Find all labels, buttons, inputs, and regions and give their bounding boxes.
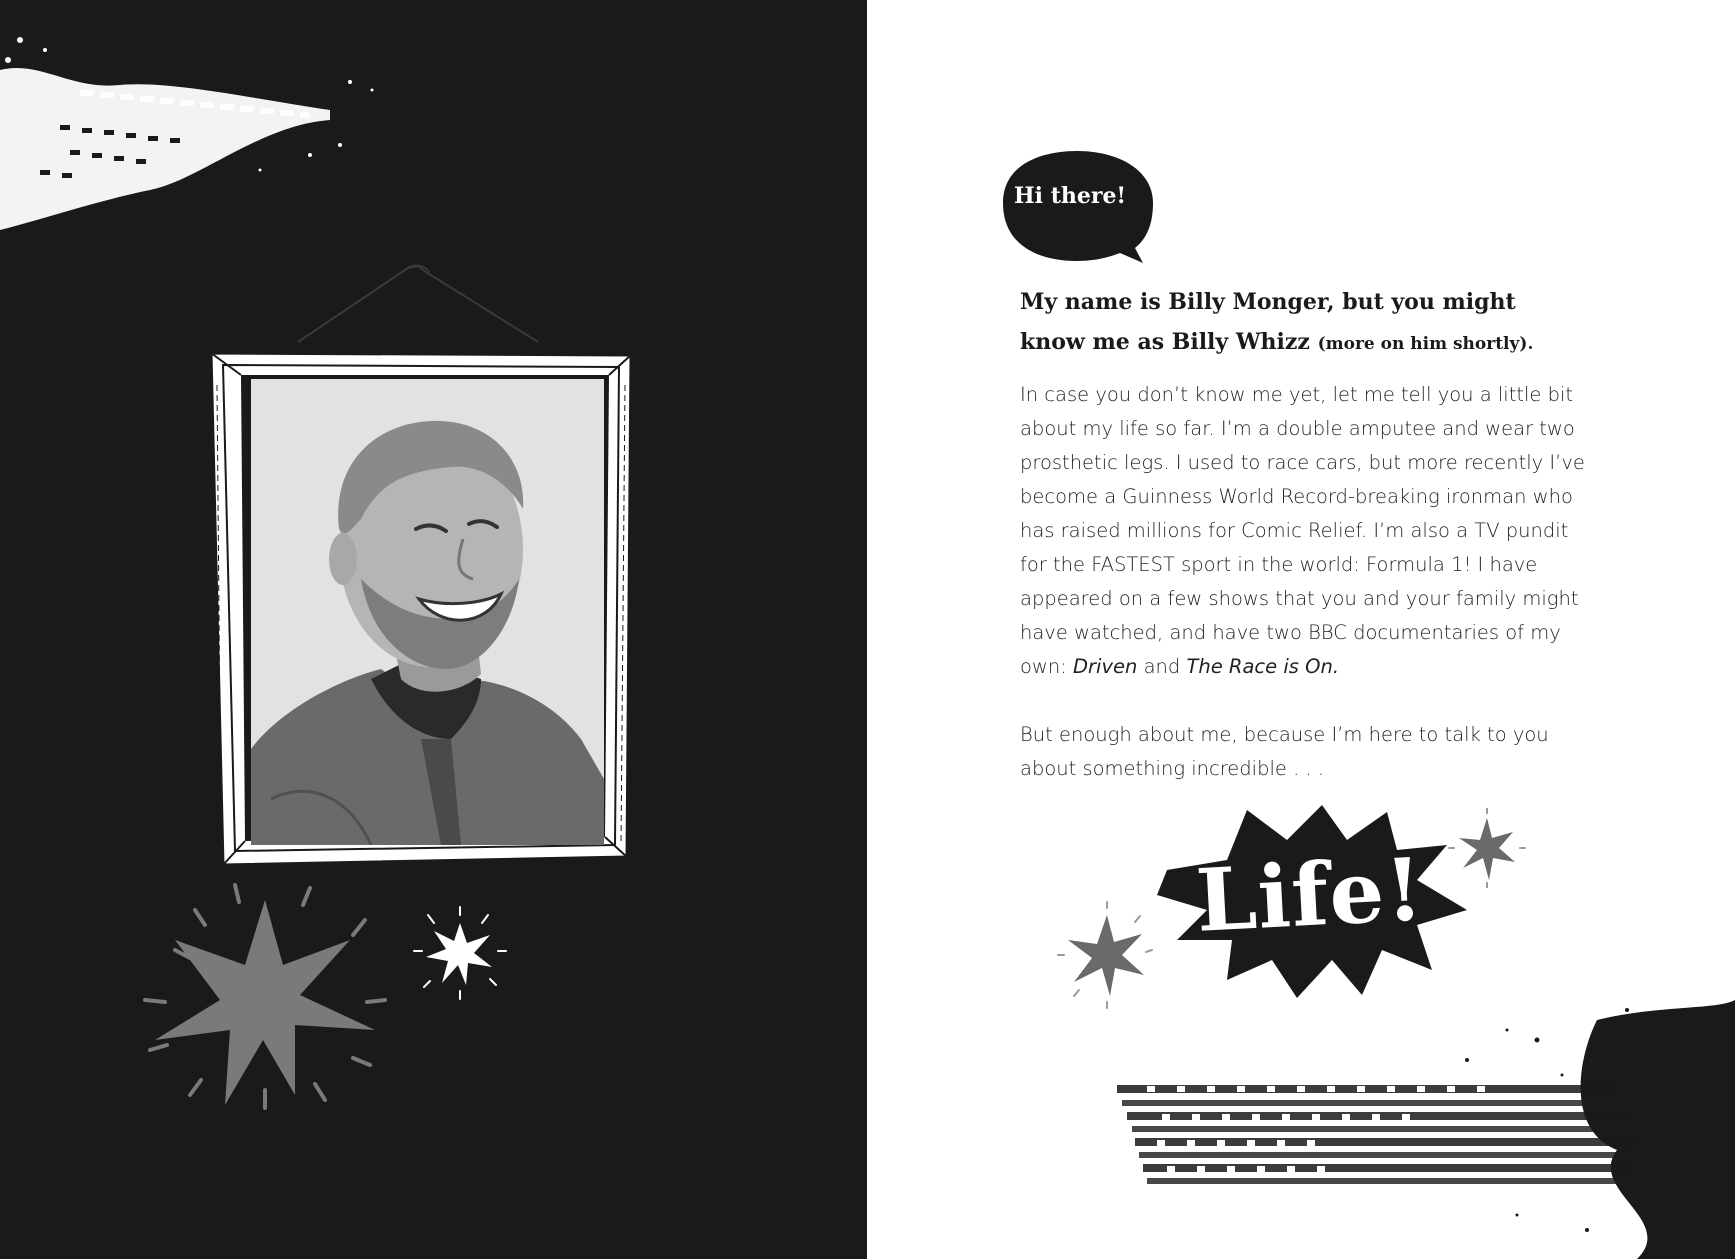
speech-bubble-text: Hi there! [1013, 183, 1127, 209]
tyre-track-splatter-bottom [1117, 1000, 1735, 1259]
title-race-is-on: The Race is On. [1186, 655, 1340, 678]
paragraph-1-connector: and [1137, 655, 1187, 678]
grey-star-right-of-life [1447, 808, 1527, 888]
paragraph-2: But enough about me, because I’m here to talk to you about something incredible . . . [1020, 723, 1549, 780]
grey-star-burst-large [135, 880, 395, 1110]
body-text [1020, 378, 1590, 786]
paragraph-1-text: In case you don’t know me yet, let me tell you a little bit about my life so far. I’m a double amputee and wear two prosthetic legs. I used to race cars, but more recently I’ve become a Guinness World Record-breaking ironman who has raised millions for Comic Relief. I’m also a TV pundit for the FASTEST sport in the world: Formula 1! I have appeared on a few shows that you and your family might have watched, and have two BBC documentaries of my own: [1020, 383, 1585, 678]
intro-aside: (more on him shortly). [1317, 334, 1534, 354]
grey-star-left-of-life [1052, 900, 1162, 1010]
intro-main: My name is Billy Monger, but you might know me as Billy Whizz [1020, 289, 1516, 355]
intro-heading [1020, 282, 1580, 364]
white-star-burst-small [410, 905, 510, 1000]
tyre-track-splatter-top [0, 30, 420, 230]
paragraph-1 [1020, 378, 1590, 684]
portrait-illustration [251, 379, 604, 845]
title-driven: Driven [1073, 655, 1138, 678]
portrait-photo [251, 379, 604, 845]
life-burst-label: Life! [1193, 839, 1427, 952]
left-page [0, 0, 867, 1259]
